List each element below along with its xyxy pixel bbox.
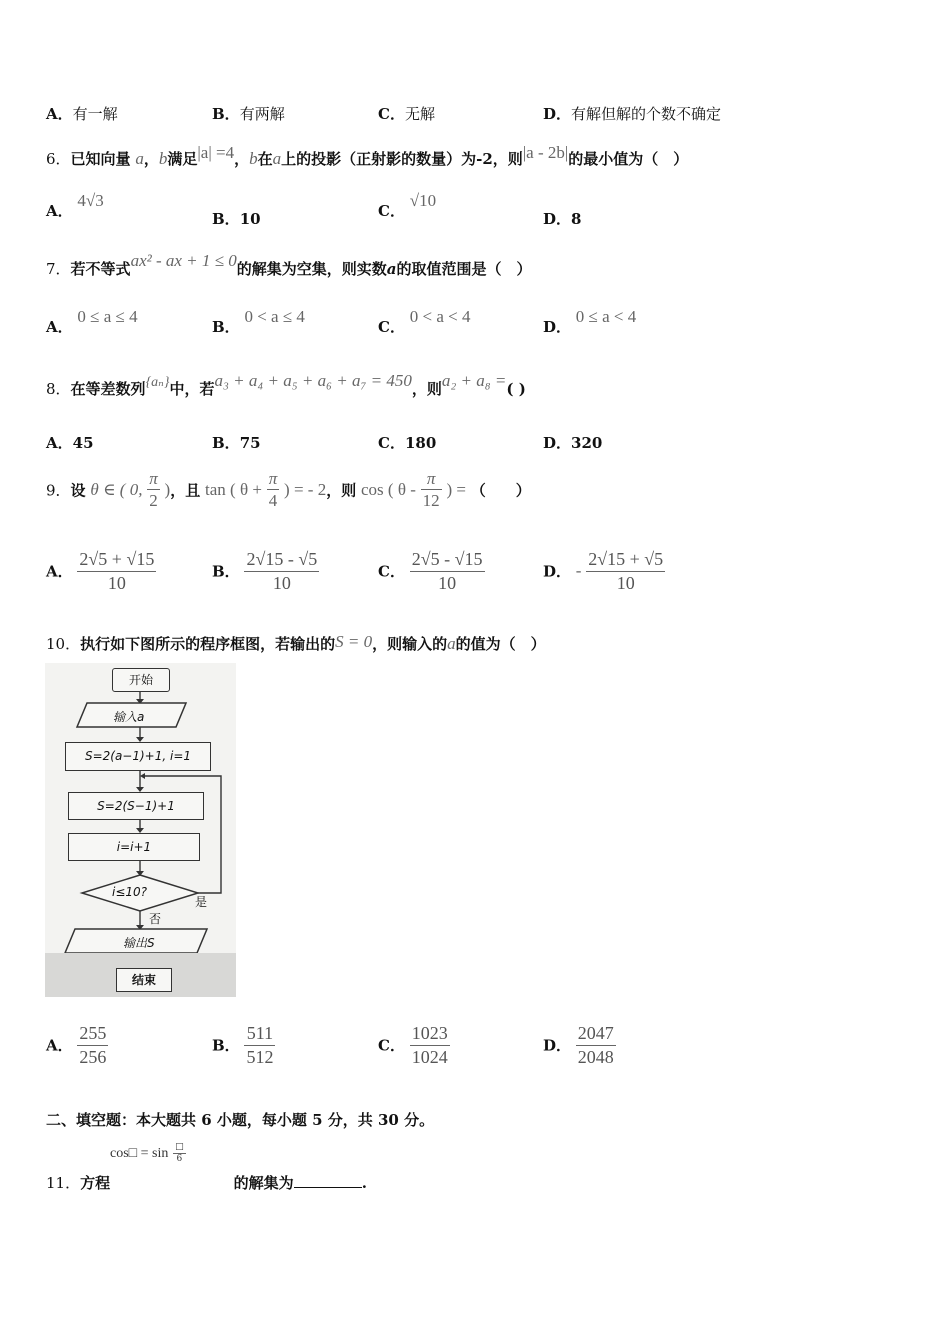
q9-stem: 9．设 θ ∈ ( 0, $\frac{\pi}{2}$ )，且 tan ( θ + $\frac{\pi}{4}$ ) = - 2，则 cos ( θ - $\frac{\pi}{12}$ ) = （ ） <box>46 469 531 511</box>
q9-option-b: B． $\frac{2√15 - √5}{10}$ <box>212 549 318 593</box>
q10-option-a: A． $\frac{255}{256}$ <box>46 1023 107 1067</box>
q10-option-c: C． $\frac{1023}{1024}$ <box>378 1023 448 1067</box>
flow-input: 输入a <box>113 710 145 724</box>
q6-option-b: B．10 <box>212 210 261 228</box>
flow-end: 结束 <box>116 968 172 992</box>
flow-start: 开始 <box>112 668 170 692</box>
q6-option-a: A． 4√3 <box>46 191 104 220</box>
q7-stem: 7．若不等式ax² - ax + 1 ≤ 0的解集为空集，则实数a的取值范围是（ ） <box>46 251 532 278</box>
q9-pi-over-12: $\frac{\pi}{12}$ <box>422 469 440 511</box>
flow-condition: i≤10? <box>112 885 148 899</box>
q6-stem: 6．已知向量 a，b满足|a| =4，b在a上的投影（正射影的数量）为-2，则|a - 2b|的最小值为（ ） <box>46 143 689 168</box>
section2-title: 二、填空题：本大题共 6 小题，每小题 5 分，共 30 分。 <box>46 1111 435 1129</box>
q9-pi-over-2: $\frac{\pi}{2}$ <box>149 469 158 511</box>
q9-pi-over-4: $\frac{\pi}{4}$ <box>268 469 278 511</box>
q7-option-a: A． 0 ≤ a ≤ 4 <box>46 307 138 336</box>
q10-option-d: D． $\frac{2047}{2048}$ <box>543 1023 614 1067</box>
q8-option-d: D．320 <box>543 434 603 452</box>
flowchart <box>45 663 236 997</box>
q8-option-b: B．75 <box>212 434 261 452</box>
q8-option-a: A．45 <box>46 434 94 452</box>
flow-update-i: i=i+1 <box>68 833 200 861</box>
q5-option-a: A．有一解 <box>46 105 118 123</box>
q7-option-b: B． 0 < a ≤ 4 <box>212 307 305 336</box>
flow-update-s: S=2(S−1)+1 <box>68 792 204 820</box>
q6-option-d: D．8 <box>543 210 582 228</box>
q5-option-d: D．有解但解的个数不确定 <box>543 105 722 123</box>
q6-option-c: C． √10 <box>378 191 437 220</box>
q8-stem: 8．在等差数列{aₙ}中，若a₃ + a₄ + a₅ + a₆ + a₇ = 450，则a₂ + a₈ =( ) <box>46 371 526 398</box>
q9-option-c: C． $\frac{2√5 - √15}{10}$ <box>378 549 483 593</box>
q9-option-d: D． - $\frac{2√15 + √5}{10}$ <box>543 549 664 593</box>
flow-yes-label: 是 <box>195 895 208 909</box>
q7-option-c: C． 0 < a < 4 <box>378 307 471 336</box>
q5-option-b: B．有两解 <box>212 105 285 123</box>
q9-option-a: A． $\frac{2√5 + √15}{10}$ <box>46 549 155 593</box>
q7-option-d: D． 0 ≤ a < 4 <box>543 307 637 336</box>
q10-option-b: B． $\frac{511}{512}$ <box>212 1023 274 1067</box>
q11-answer-blank <box>294 1173 362 1188</box>
flow-no-label: 否 <box>149 912 162 926</box>
flow-init: S=2(a−1)+1, i=1 <box>65 742 211 771</box>
q11-equation: cos□ = sin $\frac{□}{6}$ <box>110 1142 184 1165</box>
q8-option-c: C．180 <box>378 434 437 452</box>
q10-stem: 10．执行如下图所示的程序框图，若输出的S = 0，则输入的a的值为（ ） <box>46 632 546 653</box>
flow-output: 输出S <box>123 936 155 950</box>
q5-option-c: C．无解 <box>378 105 435 123</box>
q11-stem: 11．方程 的解集为 . <box>46 1174 367 1192</box>
